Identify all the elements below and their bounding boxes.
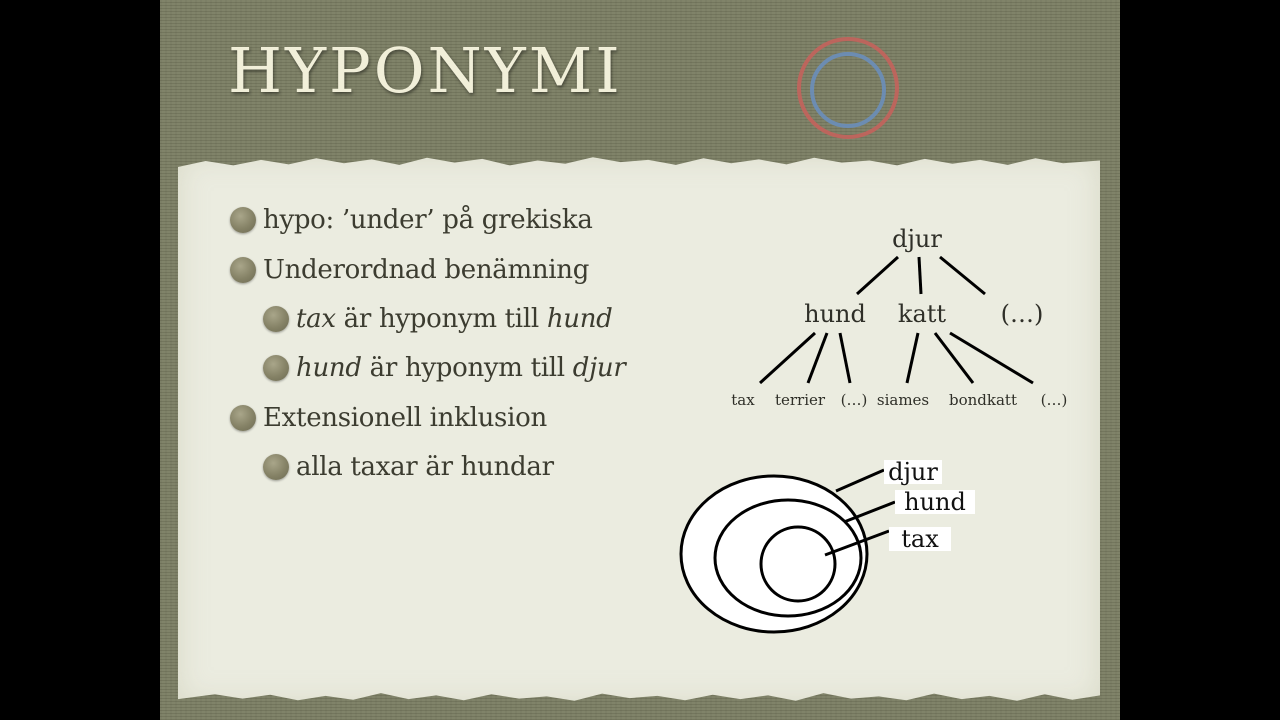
bullet-item <box>263 304 613 334</box>
bullet-text <box>263 205 593 235</box>
bullet-text <box>296 353 625 383</box>
bullet-dot-icon <box>230 405 256 431</box>
bullet-text-part: hypo: ’under’ på grekiska <box>263 205 593 235</box>
slide <box>160 0 1120 720</box>
tree-leaf-label: terrier <box>774 391 826 409</box>
tree-edge <box>857 257 898 294</box>
bullet-text <box>296 304 613 334</box>
tree-leaf-label: siames <box>876 391 930 409</box>
bullet-item <box>263 452 554 482</box>
tree-edge <box>808 333 827 383</box>
bullet-dot-icon <box>263 306 289 332</box>
venn-label: hund <box>904 488 966 516</box>
tree-edge <box>760 333 815 383</box>
tree-edge <box>935 333 973 383</box>
tree-leaf-label: bondkatt <box>949 391 1017 409</box>
bullet-dot-icon <box>263 355 289 381</box>
tree-node-label: (…) <box>1000 300 1044 328</box>
bullet-text-part: alla taxar är hundar <box>296 452 554 482</box>
hyponymy-tree-diagram <box>720 210 1080 420</box>
tree-root-label: djur <box>892 225 942 253</box>
bullet-term: djur <box>572 353 626 383</box>
bullet-text-part: är hyponym till <box>361 353 573 383</box>
inner-ring <box>812 54 884 126</box>
bullet-text <box>263 255 589 285</box>
bullet-text-part: Extensionell inklusion <box>263 403 547 433</box>
tree-leaf-label: tax <box>731 391 755 409</box>
tree-leaf-label: (…) <box>1040 391 1068 409</box>
slide-title: HYPONYMI <box>228 34 623 107</box>
inclusion-venn-diagram <box>670 450 990 650</box>
bullet-dot-icon <box>230 207 256 233</box>
tree-edge <box>919 257 921 294</box>
bullet-term: tax <box>296 304 336 334</box>
tree-leaf-label: (…) <box>840 391 868 409</box>
bullet-term: hund <box>296 353 362 383</box>
bullet-text-part: Underordnad benämning <box>263 255 590 285</box>
tree-edge <box>940 257 985 294</box>
tree-node-label: hund <box>804 300 866 328</box>
venn-label: tax <box>901 525 939 553</box>
bullet-dot-icon <box>230 257 256 283</box>
bullet-item <box>230 403 547 433</box>
bullet-item <box>263 353 625 383</box>
bullet-dot-icon <box>263 454 289 480</box>
bullet-item <box>230 205 593 235</box>
tree-edge <box>950 333 1033 383</box>
bullet-text <box>263 403 547 433</box>
bullet-text <box>296 452 554 482</box>
venn-circle-tax <box>761 527 835 601</box>
bullet-item <box>230 255 589 285</box>
bullet-text-part: är hyponym till <box>335 304 547 334</box>
bullet-term: hund <box>546 304 613 334</box>
venn-pointer-djur <box>836 470 884 491</box>
tree-edge <box>907 333 918 383</box>
rings-logo-icon <box>794 34 902 142</box>
venn-label: djur <box>888 458 938 486</box>
tree-node-label: katt <box>897 300 947 328</box>
tree-edge <box>840 333 850 383</box>
